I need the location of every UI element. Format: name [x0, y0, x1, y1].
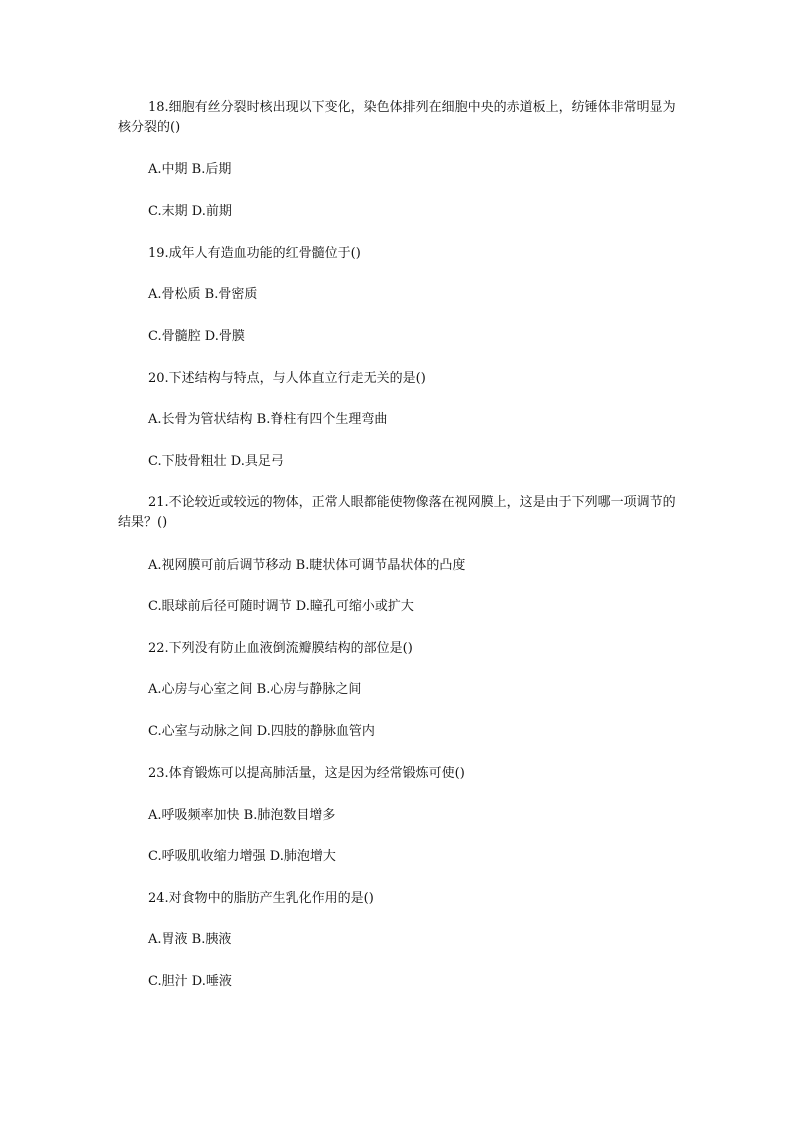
question-23-options-cd: C.呼吸肌收缩力增强 D.肺泡增大 — [148, 849, 336, 864]
question-18-options-ab: A.中期 B.后期 — [148, 162, 232, 177]
question-19-stem: 19.成年人有造血功能的红骨髓位于() — [148, 246, 361, 261]
question-19-options-cd: C.骨髓腔 D.骨膜 — [148, 329, 245, 344]
question-20-options-ab: A.长骨为管状结构 B.脊柱有四个生理弯曲 — [148, 412, 388, 427]
question-21-options-cd: C.眼球前后径可随时调节 D.瞳孔可缩小或扩大 — [148, 599, 414, 614]
question-20-options-cd: C.下肢骨粗壮 D.具足弓 — [148, 454, 284, 469]
question-24-options-ab: A.胃液 B.胰液 — [148, 932, 232, 947]
question-22-options-cd: C.心室与动脉之间 D.四肢的静脉血管内 — [148, 724, 375, 739]
question-21-options-ab: A.视网膜可前后调节移动 B.睫状体可调节晶状体的凸度 — [148, 558, 466, 573]
question-23-stem: 23.体育锻炼可以提高肺活量，这是因为经常锻炼可使() — [148, 766, 465, 781]
question-24-stem: 24.对食物中的脂肪产生乳化作用的是() — [148, 891, 374, 906]
question-24-options-cd: C.胆汁 D.唾液 — [148, 974, 232, 989]
question-20-stem: 20.下述结构与特点，与人体直立行走无关的是() — [148, 371, 426, 386]
question-18-stem: 18.细胞有丝分裂时核出现以下变化，染色体排列在细胞中央的赤道板上，纺锤体非常明显为核分裂的() — [118, 100, 676, 135]
question-19-options-ab: A.骨松质 B.骨密质 — [148, 287, 258, 302]
question-22-stem: 22.下列没有防止血液倒流瓣膜结构的部位是() — [148, 641, 413, 656]
question-18-options-cd: C.末期 D.前期 — [148, 204, 232, 219]
question-23-options-ab: A.呼吸频率加快 B.肺泡数目增多 — [148, 808, 336, 823]
question-21-stem: 21.不论较近或较远的物体，正常人眼都能使物像落在视网膜上，这是由于下列哪一项调节的结果？() — [118, 495, 676, 530]
question-22-options-ab: A.心房与心室之间 B.心房与静脉之间 — [148, 682, 362, 697]
